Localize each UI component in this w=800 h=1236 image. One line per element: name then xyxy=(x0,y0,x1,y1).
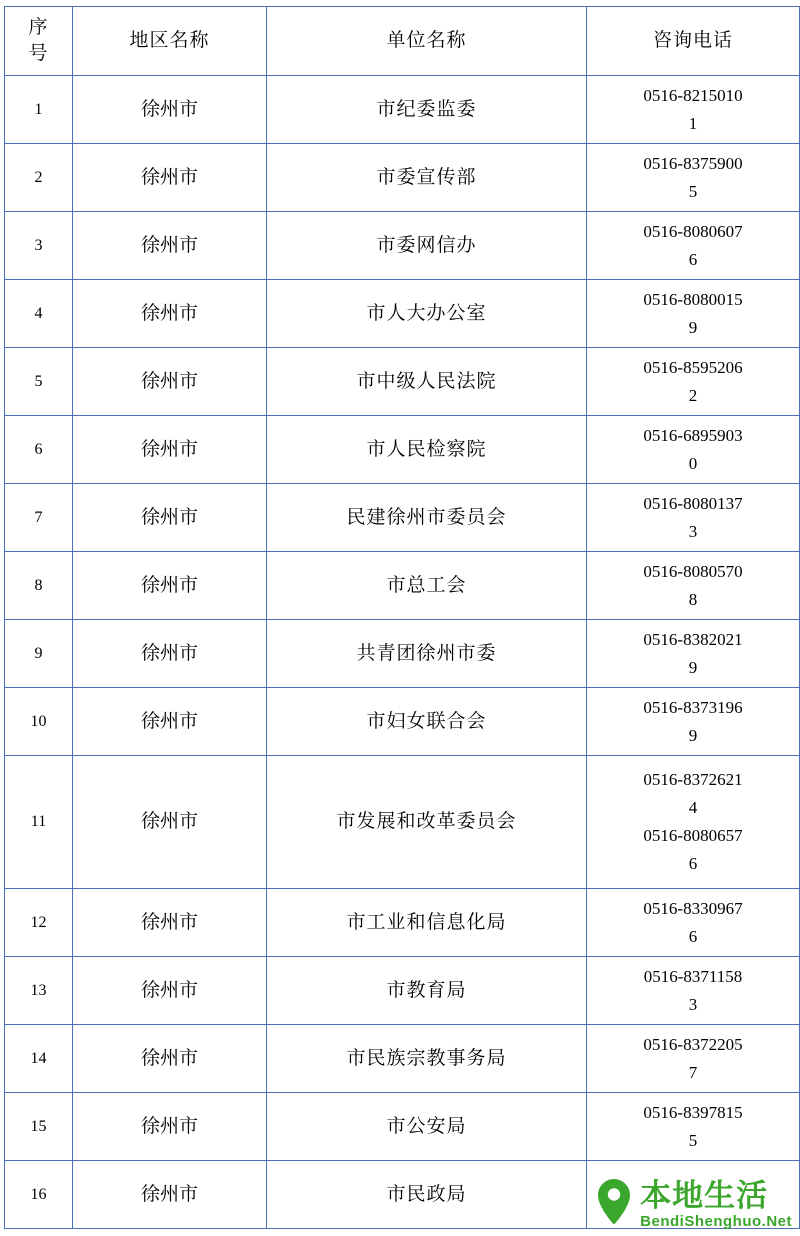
cell-phone xyxy=(587,76,800,144)
cell-unit: 市发展和改革委员会 xyxy=(267,756,587,889)
table-row xyxy=(5,756,800,889)
phone-number-line: 0516-8080570 xyxy=(643,561,743,581)
phone-number-line: 0516-8373196 xyxy=(643,697,743,717)
cell-seq: 15 xyxy=(5,1093,73,1161)
phone-number-line: 0516-8382021 xyxy=(643,629,743,649)
cell-region: 徐州市 xyxy=(73,76,267,144)
cell-region: 徐州市 xyxy=(73,280,267,348)
cell-phone xyxy=(587,1025,800,1093)
cell-unit: 市纪委监委 xyxy=(267,76,587,144)
column-header-seq xyxy=(5,7,73,76)
cell-region: 徐州市 xyxy=(73,212,267,280)
cell-unit: 市总工会 xyxy=(267,552,587,620)
cell-unit: 市民族宗教事务局 xyxy=(267,1025,587,1093)
cell-seq: 2 xyxy=(5,144,73,212)
table-row xyxy=(5,1093,800,1161)
cell-region: 徐州市 xyxy=(73,552,267,620)
phone-number-line: 2 xyxy=(688,385,698,405)
table-row xyxy=(5,416,800,484)
cell-region: 徐州市 xyxy=(73,688,267,756)
phone-number-line: 5 xyxy=(688,181,698,201)
cell-region: 徐州市 xyxy=(73,1093,267,1161)
watermark-en: BendiShenghuo.Net xyxy=(640,1212,792,1230)
phone-number-line: 1 xyxy=(688,113,698,133)
phone-number-line: 9 xyxy=(688,725,698,745)
phone-number-line: 0516-8372621 xyxy=(643,770,743,789)
table-row xyxy=(5,957,800,1025)
cell-unit: 市委宣传部 xyxy=(267,144,587,212)
cell-unit: 市民政局 xyxy=(267,1161,587,1229)
cell-unit: 市工业和信息化局 xyxy=(267,889,587,957)
column-header-seq-line2: 号 xyxy=(28,43,49,64)
cell-region: 徐州市 xyxy=(73,348,267,416)
cell-phone xyxy=(587,348,800,416)
cell-phone xyxy=(587,889,800,957)
phone-number-line: 0 xyxy=(688,453,698,473)
cell-region: 徐州市 xyxy=(73,1161,267,1229)
cell-region: 徐州市 xyxy=(73,889,267,957)
phone-number-line: 8 xyxy=(688,589,698,609)
phone-number-line: 6 xyxy=(688,926,698,946)
phone-number-line: 4 xyxy=(688,798,698,817)
cell-unit: 市人大办公室 xyxy=(267,280,587,348)
cell-region: 徐州市 xyxy=(73,416,267,484)
phone-number-line: 0516-8595206 xyxy=(643,357,743,377)
cell-seq: 3 xyxy=(5,212,73,280)
phone-number-line: 0516-8371158 xyxy=(643,966,743,986)
phone-number-line: 0516-8080015 xyxy=(643,289,743,309)
phone-number-line: 0516-8080137 xyxy=(643,493,743,513)
table-row xyxy=(5,1025,800,1093)
column-header-seq-line1: 序 xyxy=(28,17,49,38)
cell-phone xyxy=(587,620,800,688)
phone-number-line: 7 xyxy=(688,1062,698,1082)
agency-contact-table xyxy=(4,6,800,1229)
cell-seq: 9 xyxy=(5,620,73,688)
cell-seq: 16 xyxy=(5,1161,73,1229)
cell-phone xyxy=(587,484,800,552)
cell-phone xyxy=(587,688,800,756)
cell-phone xyxy=(587,1093,800,1161)
phone-number-line: 6 xyxy=(688,854,698,873)
phone-number-line: 0516-6895903 xyxy=(643,425,743,445)
table-row xyxy=(5,889,800,957)
cell-seq: 5 xyxy=(5,348,73,416)
watermark-cn: 本地生活 xyxy=(640,1177,769,1213)
cell-phone xyxy=(587,416,800,484)
cell-phone xyxy=(587,212,800,280)
table-row xyxy=(5,688,800,756)
cell-unit: 市人民检察院 xyxy=(267,416,587,484)
cell-unit: 市中级人民法院 xyxy=(267,348,587,416)
phone-number-line: 0516-8080657 xyxy=(643,826,743,845)
phone-number-line: 0516-8375900 xyxy=(643,153,743,173)
cell-region: 徐州市 xyxy=(73,1025,267,1093)
cell-unit: 共青团徐州市委 xyxy=(267,620,587,688)
cell-phone xyxy=(587,756,800,889)
cell-unit: 市委网信办 xyxy=(267,212,587,280)
table-row xyxy=(5,348,800,416)
table-row xyxy=(5,552,800,620)
cell-phone xyxy=(587,280,800,348)
cell-seq: 13 xyxy=(5,957,73,1025)
column-header-phone: 咨询电话 xyxy=(587,7,800,76)
cell-seq: 4 xyxy=(5,280,73,348)
cell-unit: 市妇女联合会 xyxy=(267,688,587,756)
phone-number-line: 9 xyxy=(688,317,698,337)
phone-number-line: 5 xyxy=(688,1130,698,1150)
cell-seq: 12 xyxy=(5,889,73,957)
phone-number-line: 3 xyxy=(688,521,698,541)
table-header-row xyxy=(5,7,800,76)
cell-phone xyxy=(587,1161,800,1229)
phone-number-line: 0516-8372205 xyxy=(643,1034,743,1054)
cell-seq: 14 xyxy=(5,1025,73,1093)
phone-number-line: 0516-8080607 xyxy=(643,221,743,241)
cell-seq: 6 xyxy=(5,416,73,484)
phone-number-line: 3 xyxy=(688,994,698,1014)
cell-phone xyxy=(587,957,800,1025)
cell-phone xyxy=(587,552,800,620)
cell-region: 徐州市 xyxy=(73,756,267,889)
table-row xyxy=(5,212,800,280)
cell-region: 徐州市 xyxy=(73,144,267,212)
table-row xyxy=(5,620,800,688)
table-row xyxy=(5,484,800,552)
column-header-unit: 单位名称 xyxy=(267,7,587,76)
phone-number-line: 0516-8215010 xyxy=(643,85,743,105)
table-row xyxy=(5,1161,800,1229)
phone-number-line: 6 xyxy=(688,249,698,269)
column-header-region: 地区名称 xyxy=(73,7,267,76)
cell-unit: 民建徐州市委员会 xyxy=(267,484,587,552)
phone-number-line: 0516-8330967 xyxy=(643,898,743,918)
cell-region: 徐州市 xyxy=(73,484,267,552)
cell-seq: 10 xyxy=(5,688,73,756)
phone-number-line: 9 xyxy=(688,657,698,677)
cell-phone xyxy=(587,144,800,212)
cell-seq: 1 xyxy=(5,76,73,144)
cell-unit: 市公安局 xyxy=(267,1093,587,1161)
cell-region: 徐州市 xyxy=(73,957,267,1025)
table-body xyxy=(5,76,800,1229)
table-row xyxy=(5,76,800,144)
table-row xyxy=(5,280,800,348)
cell-region: 徐州市 xyxy=(73,620,267,688)
cell-unit: 市教育局 xyxy=(267,957,587,1025)
table-row xyxy=(5,144,800,212)
phone-number-line: 0516-8397815 xyxy=(643,1102,743,1122)
cell-seq: 11 xyxy=(5,756,73,889)
cell-seq: 7 xyxy=(5,484,73,552)
cell-seq: 8 xyxy=(5,552,73,620)
